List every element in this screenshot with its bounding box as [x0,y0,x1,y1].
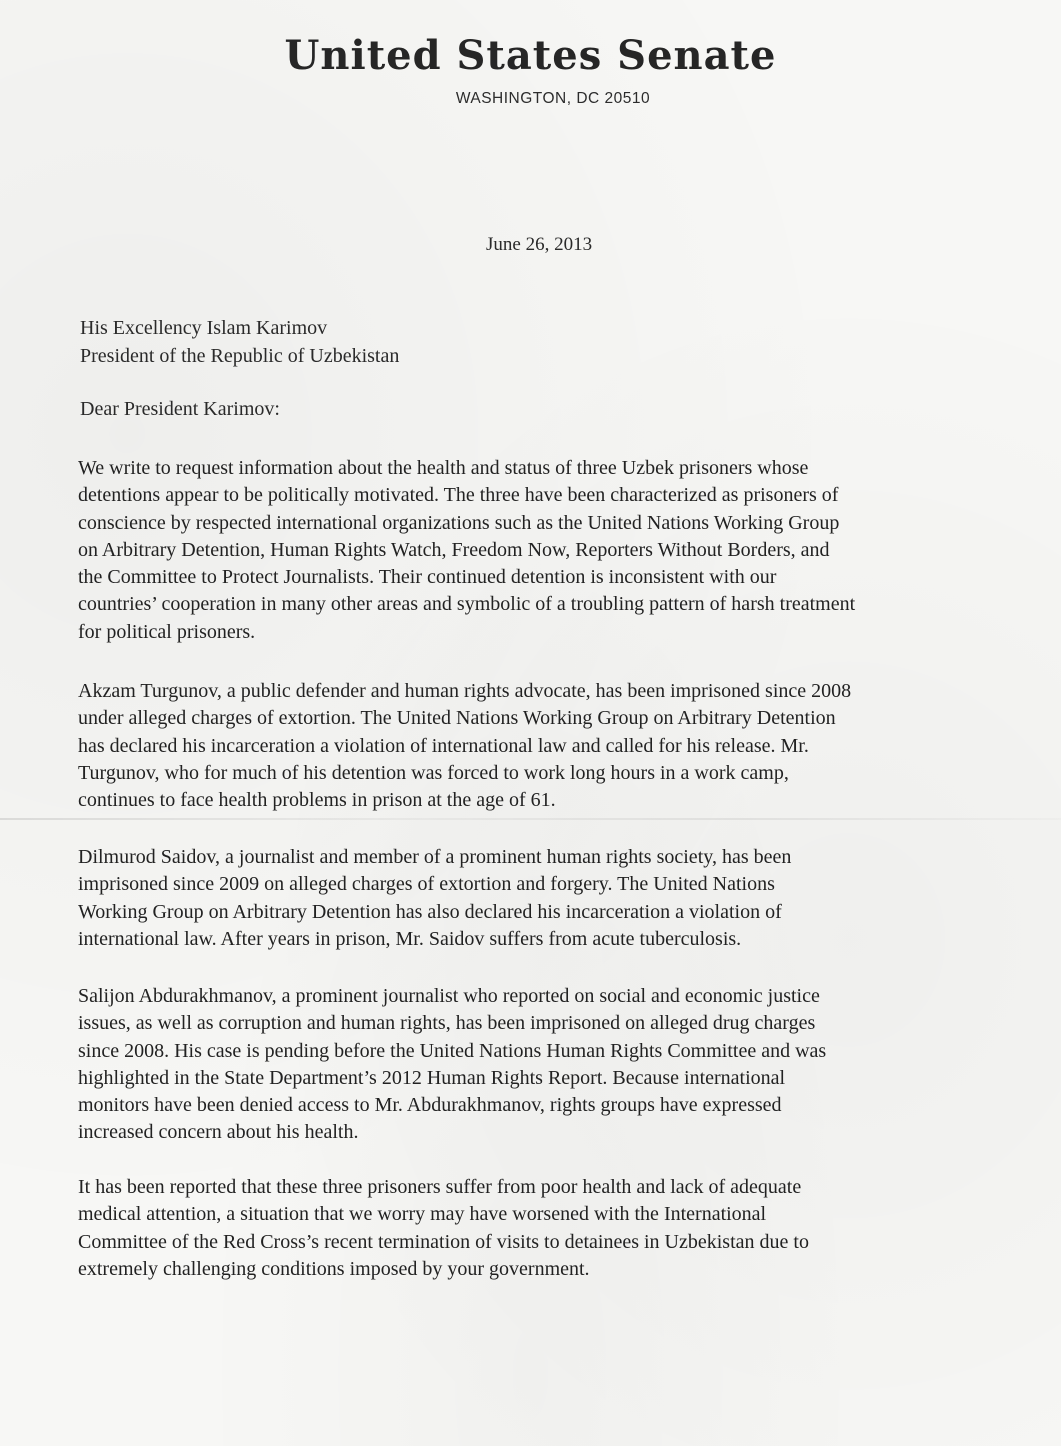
paper-fold-line [0,818,1061,820]
paragraph-line: detentions appear to be politically motivated. The three have been characterized as prisoners of [78,484,839,507]
paragraph-line: has declared his incarceration a violation of international law and called for his release. Mr. [78,734,809,757]
paragraph-line: countries’ cooperation in many other areas and symbolic of a troubling pattern of harsh treatment [78,593,856,616]
letterhead-title: United States Senate [284,32,777,79]
paragraph-line: Dilmurod Saidov, a journalist and member of a prominent human rights society, has been [78,846,792,868]
paragraph-saidov [78,844,1028,953]
paragraph-line: on Arbitrary Detention, Human Rights Watch, Freedom Now, Reporters Without Borders, and [78,538,830,561]
paragraph-line: Salijon Abdurakhmanov, a prominent journalist who reported on social and economic justice [78,985,820,1007]
paragraph-line: Committee of the Red Cross’s recent termination of visits to detainees in Uzbekistan due to [78,1230,809,1253]
paragraph-line: for political prisoners. [78,620,256,643]
paragraph-turgunov [78,678,1028,814]
paragraph-line: Turgunov, who for much of his detention was forced to work long hours in a work camp, [78,761,789,784]
paragraph-line: Working Group on Arbitrary Detention has also declared his incarceration a violation of [78,900,782,923]
letter-date: June 26, 2013 [486,234,593,255]
paragraph-line: It has been reported that these three prisoners suffer from poor health and lack of adequate [78,1176,802,1198]
paragraph-line: since 2008. His case is pending before the United Nations Human Rights Committee and was [78,1039,827,1062]
paragraph-line: international law. After years in prison, Mr. Saidov suffers from acute tuberculosis. [78,927,742,950]
recipient-title: President of the Republic of Uzbekistan [80,345,400,367]
paragraph-line: highlighted in the State Department’s 2012 Human Rights Report. Because international [78,1066,786,1089]
letterhead-address: WASHINGTON, DC 20510 [455,90,651,107]
paragraph-conclusion [78,1174,1028,1283]
recipient-block [80,314,399,370]
paragraph-line: extremely challenging conditions imposed by your government. [78,1257,590,1280]
paragraph-line: continues to face health problems in prison at the age of 61. [78,789,556,812]
paragraph-line: under alleged charges of extortion. The United Nations Working Group on Arbitrary Detention [78,707,836,730]
paragraph-line: issues, as well as corruption and human rights, has been imprisoned on alleged drug charges [78,1012,816,1035]
recipient-name: His Excellency Islam Karimov [80,317,328,339]
paragraph-line: monitors have been denied access to Mr. Abdurakhmanov, rights groups have expressed [78,1094,782,1117]
salutation: Dear President Karimov: [80,398,280,420]
paragraph-line: conscience by respected international organizations such as the United Nations Working Group [78,511,840,534]
paragraph-line: the Committee to Protect Journalists. Their continued detention is inconsistent with our [78,566,777,589]
paragraph-line: Akzam Turgunov, a public defender and human rights advocate, has been imprisoned since 2008 [78,680,852,702]
paragraph-line: imprisoned since 2009 on alleged charges of extortion and forgery. The United Nations [78,873,775,896]
paragraph-intro [78,455,1028,646]
paragraph-line: We write to request information about the health and status of three Uzbek prisoners whose [78,457,809,479]
paragraph-line: medical attention, a situation that we worry may have worsened with the International [78,1203,767,1226]
paragraph-line: increased concern about his health. [78,1121,359,1144]
paragraph-abdurakhmanov [78,983,1028,1147]
